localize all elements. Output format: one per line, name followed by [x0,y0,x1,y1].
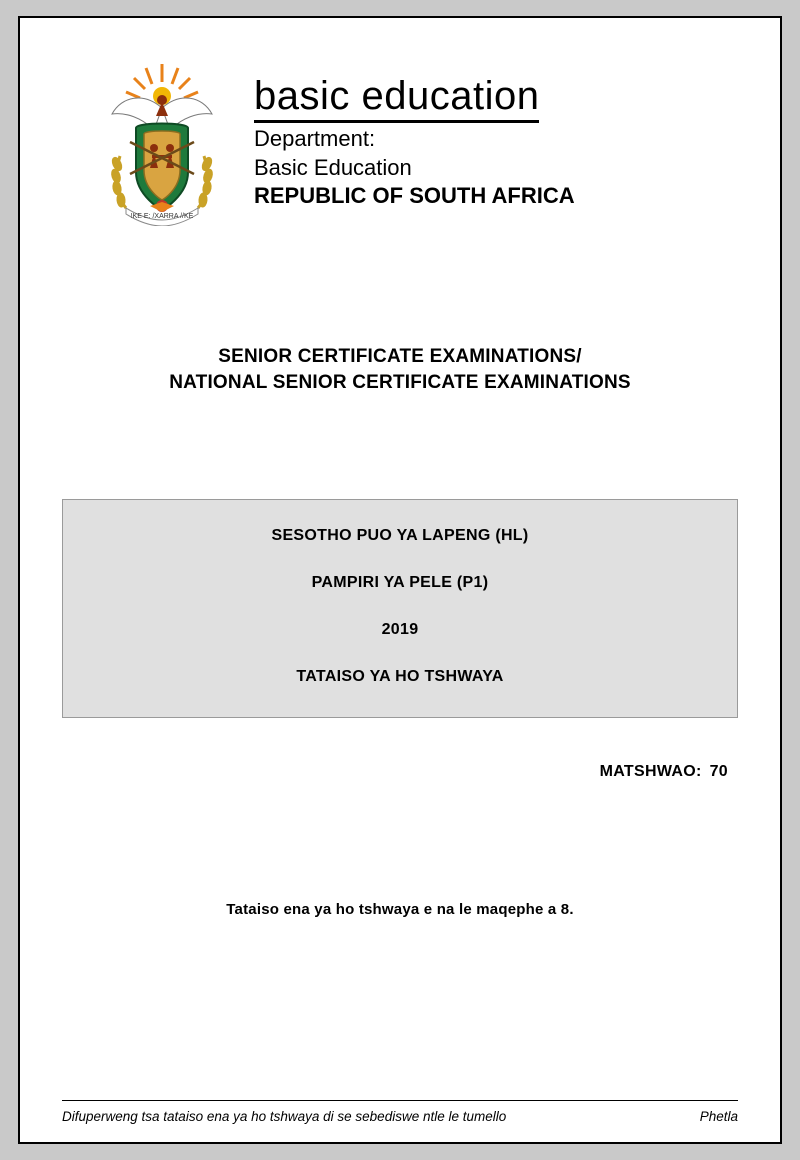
subject-name: SESOTHO PUO YA LAPENG (HL) [271,527,529,544]
exam-cover-page [18,16,782,1144]
marks-value: 70 [709,763,728,780]
turn-over-note: Phetla [699,1109,738,1124]
exam-year: 2019 [381,621,419,638]
svg-text:!KE E: /XARRA //KE: !KE E: /XARRA //KE [130,213,194,220]
page-footer [62,1100,738,1124]
document-header [20,18,780,226]
paper-number: PAMPIRI YA PELE (P1) [311,574,489,591]
department-line-1: Department: [254,126,376,151]
page-count-note: Tataiso ena ya ho tshwaya e na le maqephe a 8. [226,901,574,918]
marks-label: MATSHWAO: [599,763,702,780]
copyright-note: Difuperweng tsa tataiso ena ya ho tshwaya di se sebediswe ntle le tumello [62,1109,507,1124]
subject-box [62,499,738,718]
marks-line [20,763,728,781]
document-type: TATAISO YA HO TSHWAYA [296,668,504,685]
department-wordmark [254,56,575,209]
department-line-3: REPUBLIC OF SOUTH AFRICA [254,183,575,208]
brand-title: basic education [254,74,539,123]
exam-heading [20,344,780,396]
south-africa-coat-of-arms-icon [92,56,232,226]
exam-heading-line-1: SENIOR CERTIFICATE EXAMINATIONS/ [218,346,582,367]
department-line-2: Basic Education [254,155,412,180]
exam-heading-line-2: NATIONAL SENIOR CERTIFICATE EXAMINATIONS [169,372,631,393]
